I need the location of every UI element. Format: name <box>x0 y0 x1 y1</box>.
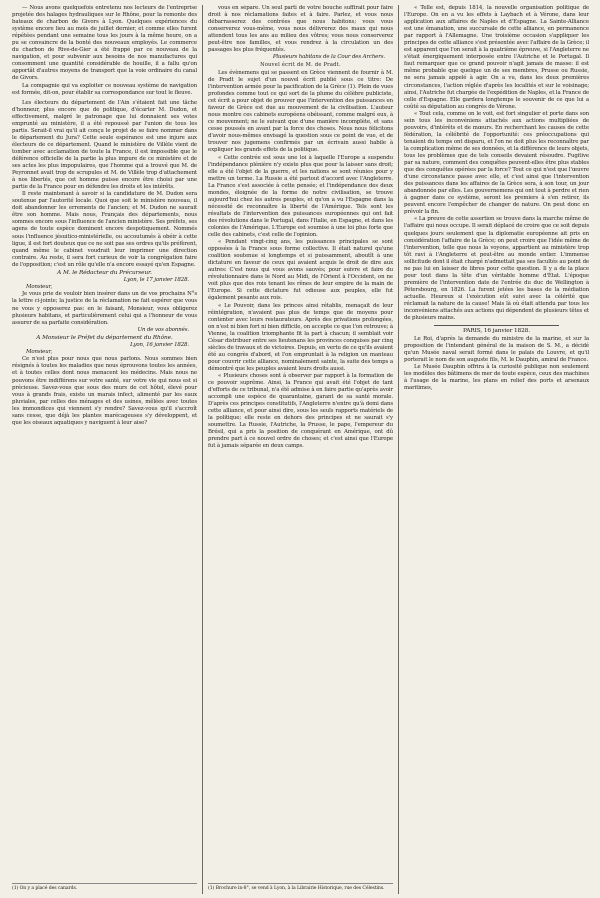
letter-body: Je vous prie de vouloir bien insérer dans un de vos prochains N°s la lettre ci-jointe; la justice de la réclamation ne fait espérer que vous ne vous y opposerez pas: en le faisant, Monsieur, vous obligerez plusieurs habitans, et particulièrement celui qui a l'honneur de vous assurer de sa parfaite considération. <box>12 291 197 326</box>
article-pradt-quote-1: « Cette contrée est sous une loi à laquelle l'Europe a suspendu l'indépendance plénière n'y existe plus que pour la laisser sans droit; elle a été l'objet de la guerre, et les nations se sont réunies pour y mettre un terme. La Russie a été partout d'accord avec l'Angleterre. La France s'est associée à cette pensée; et l'indépendance des deux mondes, éloignée de la forme de notre civilisation, se trouve aujourd'hui chez les autres peuples, et qu'on a vu l'Espagne dans la nécessité de reconnaître la liberté de l'Amérique. Tels sont les résultats de l'intervention des puissances européennes qui ont fait des révolutions dans le Portugal, dans l'Italie, en Espagne, et dans les colonies de l'Amérique. L'Europe est soumise à une loi plus forte que celle des cabinets, c'est celle de l'opinion. <box>208 154 393 239</box>
letter-signature: Un de vos abonnés. <box>137 326 189 333</box>
paris-dateline: PARIS, 16 janvier 1828. <box>463 328 530 335</box>
letter-body-2: Ce n'est plus pour nous que nous parlons. Nous sommes bien résignés à toutes les maladies que nous éprouvons toutes les années, et à toutes celles dont nous menacent les médecins. Mais nous ne pouvons être indifférens sur votre santé, sur votre vie qui nous est si précieuse. Savez-vous que sous des murs de cet hôtel, élevé pour vous à grands frais, existe un marais infect, alimenté par les eaux pluviales, par celles des ménages et des usines, mêlées avec toutes les immondices qui viennent s'y rendre? Savez-vous qu'il s'accroît sans cesse, que déjà les plantes marécageuses s'y développent, et que les oiseaux aquatiques y naviguent à leur aise? <box>12 356 197 426</box>
article-pradt-quote-6: « Tout cela, comme on le voit, est fort singulier et porte dans son sein tous les inconvéniens attachés aux actions multipliées de pouvoirs, d'intérêts et de mœurs. En recherchant les causes de cette fédération, la célébrité de l'opportunité: ces préoccupations qui tenaient du temps ont disparu, et l'on ne doit plus les reconnaître par la complication même de ses données, et la différence de leurs objets, tous les problèmes que de tels conseils devaient résoudre. Fugitive par sa nature, comment des conquêtes peuvent-elles être plus stables que des conquêtes opérées par la force? Tout ce qui n'est que l'œuvre d'une circonstance passe avec elle, et c'est ainsi que l'intervention des puissances dans les affaires de la Grèce sera, à son tour, un jour abandonnée par elles. Les gouvernemens qui ont tout à perdre et rien à gagner dans ce système, seront les premiers à s'en retirer, ils peuvent encore l'empêcher de changer de nature. On peut donc en prévoir la fin. <box>404 110 589 216</box>
letter-salutation-2: Monsieur, <box>26 349 53 356</box>
column-1 <box>7 5 202 894</box>
letter-signature-habitans: Plusieurs habitans de la Cour des Archers. <box>272 54 385 61</box>
section-divider <box>434 325 559 326</box>
paragraph-dudon: Il reste maintenant à savoir si la candidature de M. Dudon sera soutenue par l'autorité locale. Quoi que soit le ministère nouveau, il doit abandonner les errements de l'ancien; et M. Dudon ne saurait être son homme. Mais nous, Français des départements, nous sommes encore sous l'influence de l'ancien ministère. Ses préfets, ses agens de toute espèce dominent encore despotiquement. Nommés sous l'influence jésuitico-ministérielle, ou accoutumés à obéir à cette ligue, il est fort douteux que ce ne soit pas ses ordres qu'ils préfèrent, quand même le cabinet voudrait leur imprimer une direction contraire. Au reste, il sera fort curieux de voir la congrégation faire de l'opposition; c'est un rôle qu'elle n'a encore essayé qu'en Espagne. <box>12 191 197 268</box>
article-electeurs-ain: Les électeurs du département de l'Ain s'étaient fait une tâche d'honneur, plus encore que de politique, d'écarter M. Dudon, et effectivement, malgré le patronage que lui donnaient ses votes emprunté au ministère, il a été repoussé par l'union de tous les partis. Serait-il vrai qu'il ait conçu le projet de se faire nommer dans le département du Jura? Cette seule espérance est une injure aux électeurs de ce département. Quand le ministère de Villèle vient de tomber avec acclamation de toute la France, il est impossible que le déférence officielle de la partie la plus impure de ce ministère et de ses actes les plus impopulaires, que l'homme qui a trouvé que M. de Peyronnet avait trop de scrupules et M. de Villèle trop d'attachement à nos libertés, que cet homme puisse encore être choisi par une partie de la France pour en défendre les droits et les intérêts. <box>12 99 197 191</box>
footnote-brochure: (1) Brochure in-8°, se vend à Lyon, à la Librairie Historique, rue des Célestins. <box>208 883 393 892</box>
article-pradt-intro: Les évènemens qui se passent en Grèce viennent de fournir à M. de Pradt le sujet d'un nouvel écrit publié sous ce titre: De l'intervention armée pour la pacification de la Grèce (1). Plein de vues profondes comme tout ce qui sort de la plume du célèbre publiciste, cet écrit a pour objet de prouver que l'intervention des puissances en faveur de Grèce est due au mouvement de la civilisation. L'auteur nous montre ces cabinets européens obéissant, comme malgré eux, à ce mouvement; ne le suivant que d'une manière incomplète, et sans cesse poussés en avant par la force des choses. Nous nous félicitons d'avoir nous-mêmes envisagé la question sous ce point de vue, et de trouver nos jugemens confirmés par un écrivain aussi habile à expliquer les grands effets de la politique. <box>208 69 393 154</box>
section-heading-pradt: Nouvel écrit de M. de Pradt. <box>260 62 341 69</box>
letter-dateline: Lyon, le 17 janvier 1828. <box>123 277 189 284</box>
letter-continuation: vous en sépare. Un seul parti de votre bouche suffirait pour faire droit à nos réclamations faites et à faire. Parlez, et vous nous débarrasserez des contrées que nous habitons; vous vous conserverez vous-même, vous nous délivrerez des maux qui nous attendent tous les ans au milieu des vôtres; vous nous conserverez peut-être nos familles, et vous rendrez à la circulation un des passages les plus fréquentés. <box>208 5 393 54</box>
letter-heading-redacteur: A M. le Rédacteur du Précurseur. <box>57 269 152 276</box>
column-3 <box>398 5 594 894</box>
letter-dateline-2: Lyon, 16 janvier 1828. <box>130 342 189 349</box>
article-pradt-quote-7: « La preuve de cette assertion se trouve dans la marche même de l'affaire qui nous occupe. Il serait déplacé de croire que ce soit depuis quelques jours seulement que la diplomatie européenne ait pris en considération l'affaire de la Grèce; on peut croire que l'idée même de l'intervention, telle que nous la voyons, appartient au ministère trop tôt ravi à l'Angleterre et peut-être au monde entier. L'immense sollicitude dont il était chargé n'admettait pas ses facultés au point de ne pas lui en laisser de libres pour cette question. Il y a de la place pour tout dans la tête d'un véritable homme d'État. L'époque première de l'intervention date de l'entrée du duc de Wellington à Pétersbourg, en 1826. La furent jetées les bases de la médiation actuelle. Heureux si l'exécution eût suivi avec la célérité que réclamait la nature de la cause! Mais là où était attendu par tous les inconvéniens attachés aux actions qui dépendent de plusieurs têtes et de plusieurs mains. <box>404 216 589 322</box>
article-pradt-quote-4: « Plusieurs choses sont à observer par rapport à la formation de ce pouvoir suprême. Ainsi, la France qui avait été l'objet de tant d'efforts de ce tribunal, n'a été admise à en faire partie qu'après avoir accompli une espèce de quarantaine, garant de sa santé morale. D'après ces principes constitutifs, l'Angleterre n'entre qu'à demi dans cette alliance, et pour ainsi dire, sous les seuls rapports matériels de la politique; elle reste en dehors des principes et ne saurait s'y soumettre. La Russie, l'Autriche, la Prusse, le pape, l'empereur du Brésil, qui a pris la position de conquérant en Amérique, ont dû prendre part à ce nouvel ordre de choses; et c'est ainsi que l'Europe fut à jamais séparée en deux camps. <box>208 372 393 450</box>
footnote: (1) On y a placé des canards. <box>12 883 197 892</box>
article-musee-dauphin: Le Musée Dauphin offrira à la curiosité publique non seulement les modèles des bâtimens de mer de toute espèce, ceux des machines à l'usage de la marine, les plans en relief des ports et arsenaux maritimes, <box>404 363 589 392</box>
article-pradt-quote-5: « Telle est, depuis 1814, la nouvelle organisation politique de l'Europe. On en a vu les effets à Laybach et à Vérone, dans leur application aux affaires de Naples et d'Espagne. La Sainte-Alliance est une émanation, une succursale de cette alliance, en permanence par rapport à l'Allemagne. Une troisième occasion s'appliquer les principes de cette alliance s'est présentée avec l'affaire de la Grèce; il est apparent que l'on serait à la quatrième épreuve, si l'Angleterre ne s'était énergiquement interposée entre l'Autriche et le Portugal. Il faut remarquer que ce grand pouvoir n'agit jamais de masse: il est même probable que quelque un de ses membres, Prusse ou Russie, ne sera jamais appelé à agir. On a vu, dans les deux premières circonstances, l'action réglée d'après les localités et sur le voisinage; ainsi, l'Autriche fut chargée de l'expédition de Naples, et la France de celle d'Espagne. Elle gardera longtemps le souvenir de ce que lui a coûté sa députation au congrès de Vérone. <box>404 5 589 110</box>
article-pradt-quote-2: « Pendant vingt-cinq ans, les puissances principales se sont opposées à la France sous forme collective. Il était naturel qu'une coalition soutenue si longtemps et si puissamment, aboutît à une dictature en faveur de ceux qui avaient acquis le droit de dire aux autres: C'est nous qui vous avons sauvés; pour suivre et faire du révolutionnaire dans le Nord au Midi, de l'Orient à l'Occident, on ne voit plus que des rois tenant les rênes de leur empire de la main de l'Europe. Si cette dictature fut odieuse aux peuples, elle fut également pesante aux rois. <box>208 239 393 302</box>
article-pradt-quote-3: « Le Pouvoir, dans les princes ainsi rétablis, menaçait de leur réintégration, n'avaient pas plus de temps que de moyens pour contenter avec leurs restaurateurs. Après des privations prolongées, on n'est ni bien fort ni bien difficile, on accepte ce que l'on retrouve; à Vienne, la coalition triomphante fit la part à chacun; il semblait voir César distribuer entre ses lieutenans les provinces conquises par cinq siècles de travaux et de victoires. Depuis, en vertu de ce qu'ils avaient été au congrès d'abord, et l'on empruntait à la religion un manteau pour couvrir cette alliance, nominalement sainte, la suite des temps a démontré que les peuples avaient leurs droits aussi. <box>208 302 393 372</box>
article-halage: — Nous avons quelquefois entretenu nos lecteurs de l'entreprise projetée des halages hydrauliques sur le Rhône, pour la remonte des bateaux de charbon de Givors à Lyon. Quelques expériences du système encore lieu au mois de juillet dernier, et comme elles furent répétées pendant une semaine tous les jours à la même heure, on a pu se convaincre de la bonté des nouveaux employés. Le commerce du charbon de Rive-de-Gier a été frappé par ce nouveau de la navigation, et pour subvenir aux besoins de nos manufactures qui consomment une quantité considérable de houille, il a fallu qu'on apportât d'autres moyens de transport que la voie ordinaire du canal de Givors. <box>12 5 197 82</box>
article-musee-naval: Le Roi, d'après la demande du ministre de la marine, et sur la proposition de l'intendant général de la maison de S. M., a décidé qu'un Musée naval serait formé dans le palais du Louvre, et qu'il porterait le nom de son auguste fils, M. le Dauphin, amiral de France. <box>404 335 589 363</box>
columns <box>7 5 594 894</box>
letter-heading-prefet: A Monsieur le Préfet du département du Rhône. <box>36 334 173 341</box>
column-2 <box>202 5 398 894</box>
paragraph-compagnie: La compagnie qui va exploiter ce nouveau système de navigation est formée, dit-on, pour établir sa correspondance sur tout le fleuve. <box>12 82 197 96</box>
letter-salutation: Monsieur, <box>26 284 53 291</box>
